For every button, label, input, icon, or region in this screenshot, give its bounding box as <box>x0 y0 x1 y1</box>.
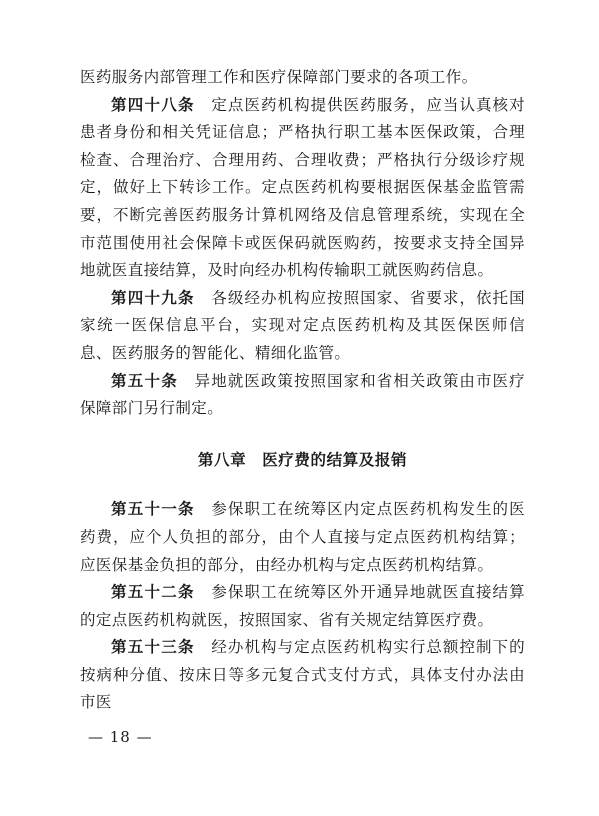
article-text: 定点医药机构提供医药服务，应当认真核对患者身份和相关凭证信息；严格执行职工基本医保政策，合理检查、合理治疗、合理用药、合理收费；严格执行分级诊疗规定，做好上下转诊工作。定点医药机构要根据医保基金监管需要，不断完善医药服务计算机网络及信息管理系统，实现在全市范围使用社会保障卡或医保码就医购药，按要求支持全国异地就医直接结算，及时向经办机构传输职工就医购药信息。 <box>80 95 525 280</box>
paragraph-text: 医药服务内部管理工作和医疗保障部门要求的各项工作。 <box>80 68 478 86</box>
page-number: — 18 — <box>88 728 153 746</box>
article-52 <box>80 579 525 634</box>
article-number: 第五十二条 <box>111 583 195 602</box>
article-51 <box>80 496 525 579</box>
article-text: 参保职工在统筹区内定点医药机构发生的医药费，应个人负担的部分，由个人直接与定点医药机构结算；应医保基金负担的部分，由经办机构与定点医药机构结算。 <box>80 500 525 574</box>
article-53 <box>80 634 525 717</box>
article-number: 第四十九条 <box>111 288 195 307</box>
article-50 <box>80 368 525 423</box>
article-number: 第五十一条 <box>111 500 195 519</box>
article-text: 参保职工在统筹区外开通异地就医直接结算的定点医药机构就医，按照国家、省有关规定结算医疗费。 <box>80 583 525 629</box>
article-text: 各级经办机构应按照国家、省要求，依托国家统一医保信息平台，实现对定点医药机构及其医保医师信息、医药服务的智能化、精细化监管。 <box>80 288 525 362</box>
chapter-title: 医疗费的结算及报销 <box>262 450 408 469</box>
article-48 <box>80 92 525 285</box>
article-text: 异地就医政策按照国家和省相关政策由市医疗保障部门另行制定。 <box>80 371 525 418</box>
article-number: 第四十八条 <box>111 95 195 114</box>
article-number: 第五十条 <box>111 371 178 390</box>
chapter-heading <box>80 447 525 475</box>
article-text: 经办机构与定点医药机构实行总额控制下的按病种分值、按床日等多元复合式支付方式，具体支付办法由市医 <box>80 638 525 712</box>
document-body <box>80 64 525 717</box>
article-49 <box>80 285 525 368</box>
chapter-number: 第八章 <box>197 450 247 469</box>
paragraph-continuation <box>80 64 525 92</box>
article-number: 第五十三条 <box>111 638 195 657</box>
